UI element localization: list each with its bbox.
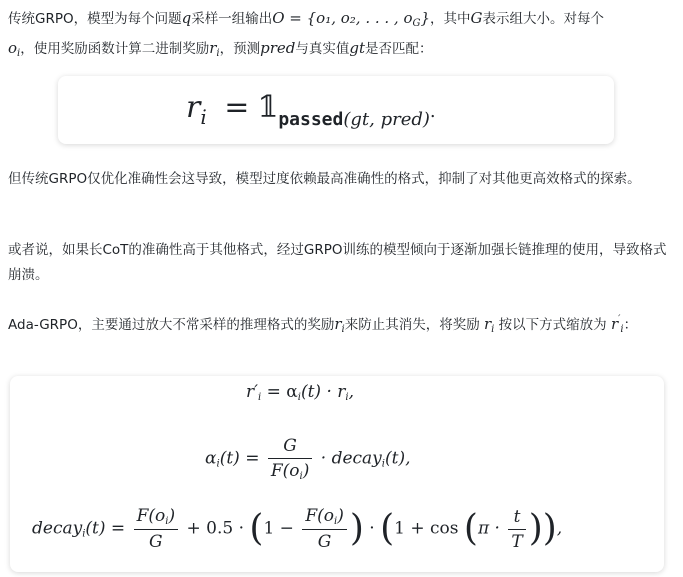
math-ri: $r_i$ (209, 39, 220, 59)
fraction-t-over-T: $\frac{t}{T}$ (508, 507, 525, 552)
text-segment: 表示组大小。对每个 (482, 11, 605, 27)
fraction-f-over-g-2: $\frac{F(o_i)}{G}$ (302, 506, 347, 552)
text-segment: 按以下方式缩放为 (494, 317, 611, 333)
text-segment: ，其中 (430, 11, 471, 27)
text-segment: 是否匹配： (365, 41, 433, 57)
math-oi: $o_i$ (8, 39, 21, 59)
math-gt: gt (349, 39, 366, 57)
format-collapse-paragraph: 或者说，如果长CoT的准确性高于其他格式，经过GRPO训练的模型倾向于逐渐加强长链推理的使用，导致格式崩溃。 (8, 242, 667, 283)
equation-card-reward (58, 76, 614, 144)
intro-paragraph (8, 6, 673, 66)
fraction-f-over-g: $\frac{F(o_i)}{G}$ (134, 506, 179, 552)
math-ri-prime: $r'_i$ (610, 314, 624, 335)
math-q: q (181, 9, 192, 27)
math-pred: pred (260, 39, 296, 57)
fraction-g-over-f: $\frac{G}{F(o_i)}$ (268, 436, 313, 482)
math-G: G (470, 9, 483, 27)
math-output-set: O = {o₁, o₂, . . . , $o_G$} (272, 9, 431, 29)
ada-grpo-paragraph (8, 307, 673, 342)
text-segment: ，使用奖励函数计算二进制奖励 (20, 41, 210, 57)
equation-scaled-reward: $r'_i = \alpha_i(t) \cdot r_i$, (246, 382, 354, 403)
text-segment: ，预测 (219, 41, 261, 57)
limitation-paragraph: 但传统GRPO仅优化准确性会这导致，模型过度依赖最高准确性的格式，抑制了对其他更高效格式的探索。 (8, 171, 641, 187)
math-ri: $r_i$ (484, 315, 495, 335)
equation-decay: decay$_i$(t) = $\frac{F(o_i)}{G}$ + 0.5 · (1 − $\frac{F(o_i)}{G}$ ) · (1 + cos (π · $\frac{t}{T}$ )), (32, 506, 563, 552)
text-segment: 与真实值 (295, 41, 350, 57)
math-ri: $r_i$ (334, 315, 345, 335)
equation-card-scaling (10, 376, 664, 572)
equation-alpha: $\alpha_i(t)$ = $\frac{G}{F(o_i)}$ · decay$_i$(t), (205, 436, 411, 482)
equation-reward: $r_i$ = $𝟙_{passed(gt, pred)}$. (186, 90, 436, 130)
text-segment: 来防止其消失，将奖励 (344, 317, 484, 333)
text-segment: 采样一组输出 (191, 11, 273, 27)
text-segment: Ada-GRPO，主要通过放大不常采样的推理格式的奖励 (8, 317, 335, 333)
text-segment: ： (623, 317, 638, 333)
text-segment: 传统GRPO，模型为每个问题 (8, 11, 182, 27)
